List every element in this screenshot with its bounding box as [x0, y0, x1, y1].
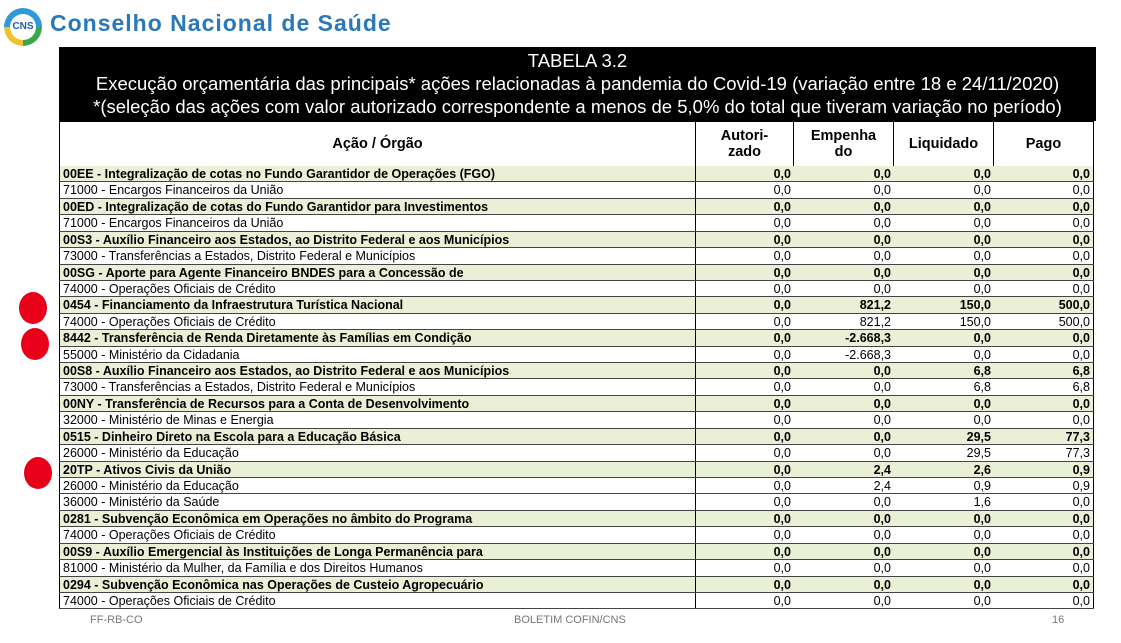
empenhado-value: 0,0	[873, 446, 891, 461]
autorizado-value: 0,0	[773, 331, 791, 346]
pago-value: 0,0	[994, 494, 1094, 509]
footer-center: BOLETIM COFIN/CNS	[514, 614, 626, 626]
liquidado-value: 0,0	[973, 528, 991, 543]
row-label: 00S8 - Auxílio Financeiro aos Estados, ao Distrito Federal e aos Municípios	[59, 363, 696, 378]
organ-row	[59, 248, 1094, 264]
pago-value: 0,0	[994, 511, 1094, 526]
autorizado-value: 0,0	[773, 429, 791, 444]
empenhado-value: 0,0	[873, 249, 891, 264]
liquidado-value: 29,5	[966, 429, 991, 444]
empenhado-value: 2,4	[873, 479, 891, 494]
empenhado-value: 0,0	[873, 281, 891, 296]
table-title-banner	[59, 47, 1096, 121]
action-row	[59, 199, 1094, 215]
pago-value: 0,9	[994, 462, 1094, 477]
row-label: 0281 - Subvenção Econômica em Operações no âmbito do Programa	[59, 511, 696, 526]
table-header	[59, 121, 1094, 167]
autorizado-value: 0,0	[773, 446, 791, 461]
empenhado-value: 0,0	[873, 183, 891, 198]
empenhado-value: 0,0	[873, 577, 891, 592]
empenhado-value: 0,0	[873, 495, 891, 510]
organ-row	[59, 182, 1094, 198]
pago-value: 0,0	[994, 248, 1094, 263]
row-label: 73000 - Transferências a Estados, Distrito Federal e Municípios	[59, 379, 696, 394]
pago-value: 0,0	[994, 265, 1094, 280]
col-autorizado-header: Autori- zado	[696, 122, 794, 166]
organ-row	[59, 593, 1094, 609]
red-marker-dot	[21, 328, 49, 360]
liquidado-value: 0,0	[973, 396, 991, 411]
liquidado-value: 0,0	[973, 347, 991, 362]
table-title: Execução orçamentária das principais* ações relacionadas à pandemia do Covid-19 (variação entre 18 e 24/11/2020)	[95, 73, 1060, 94]
action-row	[59, 297, 1094, 313]
autorizado-value: 0,0	[773, 347, 791, 362]
autorizado-value: 0,0	[773, 593, 791, 608]
liquidado-value: 29,5	[966, 446, 991, 461]
row-label: 71000 - Encargos Financeiros da União	[59, 215, 696, 230]
row-label: 55000 - Ministério da Cidadania	[59, 347, 696, 362]
row-label: 20TP - Ativos Civis da União	[59, 462, 696, 477]
organ-row	[59, 560, 1094, 576]
pago-value: 0,0	[994, 577, 1094, 592]
row-label: 26000 - Ministério da Educação	[59, 478, 696, 493]
autorizado-value: 0,0	[773, 281, 791, 296]
autorizado-value: 0,0	[773, 495, 791, 510]
row-label: 00S9 - Auxílio Emergencial às Instituições de Longa Permanência para	[59, 544, 696, 559]
organ-row	[59, 445, 1094, 461]
row-label: 0294 - Subvenção Econômica nas Operações de Custeio Agropecuário	[59, 577, 696, 592]
pago-value: 77,3	[994, 429, 1094, 444]
pago-value: 6,8	[994, 379, 1094, 394]
pago-value: 0,0	[994, 330, 1094, 345]
pago-value: 0,0	[994, 396, 1094, 411]
red-marker-dot	[24, 457, 52, 489]
liquidado-value: 0,0	[973, 265, 991, 280]
row-label: 71000 - Encargos Financeiros da União	[59, 182, 696, 197]
autorizado-value: 0,0	[773, 528, 791, 543]
row-label: 74000 - Operações Oficiais de Crédito	[59, 281, 696, 296]
autorizado-value: 0,0	[773, 249, 791, 264]
action-row	[59, 363, 1094, 379]
action-row	[59, 462, 1094, 478]
liquidado-value: 0,0	[973, 249, 991, 264]
pago-value: 0,0	[994, 232, 1094, 247]
empenhado-value: 0,0	[873, 265, 891, 280]
autorizado-value: 0,0	[773, 413, 791, 428]
footer-page-number: 16	[1052, 614, 1065, 626]
row-label: 8442 - Transferência de Renda Diretamente às Famílias em Condição	[59, 330, 696, 345]
autorizado-value: 0,0	[773, 167, 791, 181]
organ-row	[59, 281, 1094, 297]
liquidado-value: 0,0	[973, 216, 991, 231]
action-row	[59, 429, 1094, 445]
red-marker-dot	[19, 292, 47, 324]
liquidado-value: 0,0	[973, 577, 991, 592]
cns-logo	[4, 8, 42, 46]
action-row	[59, 511, 1094, 527]
pago-value: 0,9	[994, 478, 1094, 493]
organ-row	[59, 412, 1094, 428]
row-label: 0515 - Dinheiro Direto na Escola para a Educação Básica	[59, 429, 696, 444]
empenhado-value: 0,0	[873, 380, 891, 395]
action-row	[59, 330, 1094, 346]
liquidado-value: 0,0	[973, 167, 991, 181]
organ-row	[59, 478, 1094, 494]
action-row	[59, 396, 1094, 412]
autorizado-value: 0,0	[773, 462, 791, 477]
row-label: 74000 - Operações Oficiais de Crédito	[59, 527, 696, 542]
empenhado-value: 0,0	[873, 511, 891, 526]
pago-value: 0,0	[994, 281, 1094, 296]
row-label: 00SG - Aporte para Agente Financeiro BNDES para a Concessão de	[59, 265, 696, 280]
pago-value: 0,0	[994, 527, 1094, 542]
col-pago-header: Pago	[994, 122, 1094, 166]
pago-value: 0,0	[994, 199, 1094, 214]
action-row	[59, 577, 1094, 593]
col-liquidado-header: Liquidado	[894, 122, 994, 166]
autorizado-value: 0,0	[773, 216, 791, 231]
empenhado-value: -2.668,3	[845, 347, 891, 362]
table-body	[59, 166, 1094, 609]
table-number: TABELA 3.2	[527, 50, 628, 71]
autorizado-value: 0,0	[773, 364, 791, 379]
action-row	[59, 166, 1094, 182]
liquidado-value: 0,0	[973, 183, 991, 198]
empenhado-value: -2.668,3	[845, 331, 891, 346]
liquidado-value: 0,0	[973, 511, 991, 526]
row-label: 74000 - Operações Oficiais de Crédito	[59, 314, 696, 329]
liquidado-value: 2,6	[973, 462, 991, 477]
row-label: 0454 - Financiamento da Infraestrutura Turística Nacional	[59, 297, 696, 312]
autorizado-value: 0,0	[773, 544, 791, 559]
organ-row	[59, 494, 1094, 510]
empenhado-value: 0,0	[873, 429, 891, 444]
pago-value: 0,0	[994, 182, 1094, 197]
liquidado-value: 6,8	[973, 380, 991, 395]
row-label: 00EE - Integralização de cotas no Fundo Garantidor de Operações (FGO)	[59, 166, 696, 181]
autorizado-value: 0,0	[773, 396, 791, 411]
liquidado-value: 0,0	[973, 593, 991, 608]
footer-left: FF-RB-CO	[90, 614, 143, 626]
organ-row	[59, 379, 1094, 395]
pago-value: 0,0	[994, 560, 1094, 575]
autorizado-value: 0,0	[773, 511, 791, 526]
liquidado-value: 0,0	[973, 331, 991, 346]
pago-value: 77,3	[994, 445, 1094, 460]
empenhado-value: 821,2	[859, 314, 891, 329]
row-label: 36000 - Ministério da Saúde	[59, 494, 696, 509]
autorizado-value: 0,0	[773, 298, 791, 313]
row-label: 81000 - Ministério da Mulher, da Família e dos Direitos Humanos	[59, 560, 696, 575]
pago-value: 0,0	[994, 544, 1094, 559]
row-label: 00S3 - Auxílio Financeiro aos Estados, ao Distrito Federal e aos Municípios	[59, 232, 696, 247]
row-label: 00NY - Transferência de Recursos para a Conta de Desenvolvimento	[59, 396, 696, 411]
empenhado-value: 0,0	[873, 561, 891, 576]
pago-value: 0,0	[994, 166, 1094, 181]
logo-text: CNS	[10, 14, 36, 40]
row-label: 00ED - Integralização de cotas do Fundo Garantidor para Investimentos	[59, 199, 696, 214]
empenhado-value: 0,0	[873, 413, 891, 428]
row-label: 26000 - Ministério da Educação	[59, 445, 696, 460]
liquidado-value: 0,0	[973, 413, 991, 428]
organ-row	[59, 347, 1094, 363]
pago-value: 500,0	[994, 297, 1094, 312]
row-label: 32000 - Ministério de Minas e Energia	[59, 412, 696, 427]
pago-value: 0,0	[994, 215, 1094, 230]
empenhado-value: 821,2	[859, 298, 891, 313]
liquidado-value: 0,0	[973, 232, 991, 247]
autorizado-value: 0,0	[773, 561, 791, 576]
liquidado-value: 1,6	[973, 495, 991, 510]
autorizado-value: 0,0	[773, 380, 791, 395]
liquidado-value: 6,8	[973, 364, 991, 379]
pago-value: 0,0	[994, 347, 1094, 362]
empenhado-value: 0,0	[873, 396, 891, 411]
organ-row	[59, 215, 1094, 231]
autorizado-value: 0,0	[773, 479, 791, 494]
row-label: 74000 - Operações Oficiais de Crédito	[59, 593, 696, 608]
pago-value: 500,0	[994, 314, 1094, 329]
liquidado-value: 150,0	[959, 298, 991, 313]
autorizado-value: 0,0	[773, 199, 791, 214]
autorizado-value: 0,0	[773, 577, 791, 592]
col-empenhado-header: Empenha do	[794, 122, 894, 166]
action-row	[59, 544, 1094, 560]
liquidado-value: 0,0	[973, 544, 991, 559]
autorizado-value: 0,0	[773, 265, 791, 280]
autorizado-value: 0,0	[773, 314, 791, 329]
pago-value: 0,0	[994, 412, 1094, 427]
action-row	[59, 232, 1094, 248]
liquidado-value: 0,0	[973, 561, 991, 576]
pago-value: 0,0	[994, 593, 1094, 608]
empenhado-value: 0,0	[873, 528, 891, 543]
action-row	[59, 265, 1094, 281]
empenhado-value: 0,0	[873, 216, 891, 231]
row-label: 73000 - Transferências a Estados, Distrito Federal e Municípios	[59, 248, 696, 263]
empenhado-value: 0,0	[873, 232, 891, 247]
empenhado-value: 0,0	[873, 593, 891, 608]
organ-row	[59, 314, 1094, 330]
table-subtitle: *(seleção das ações com valor autorizado correspondente a menos de 5,0% do total que tiveram variação no período)	[93, 96, 1062, 117]
empenhado-value: 0,0	[873, 167, 891, 181]
liquidado-value: 0,0	[973, 281, 991, 296]
col-acao-header: Ação / Órgão	[59, 122, 696, 166]
autorizado-value: 0,0	[773, 232, 791, 247]
empenhado-value: 0,0	[873, 199, 891, 214]
organ-row	[59, 527, 1094, 543]
empenhado-value: 2,4	[873, 462, 891, 477]
liquidado-value: 0,0	[973, 199, 991, 214]
liquidado-value: 0,9	[973, 479, 991, 494]
empenhado-value: 0,0	[873, 544, 891, 559]
pago-value: 6,8	[994, 363, 1094, 378]
empenhado-value: 0,0	[873, 364, 891, 379]
liquidado-value: 150,0	[959, 314, 991, 329]
autorizado-value: 0,0	[773, 183, 791, 198]
org-name: Conselho Nacional de Saúde	[50, 10, 392, 36]
